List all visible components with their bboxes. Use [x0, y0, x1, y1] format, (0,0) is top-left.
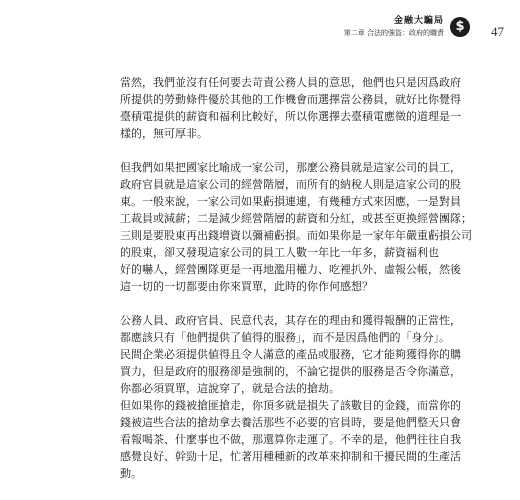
text-line: 但我們如果把國家比喻成一家公司，那麼公務員就是這家公司的員工，	[120, 161, 461, 174]
text-line: 好的嚇人，經營團隊更是一再地濫用權力、吃裡扒外、虛報公帳，然後	[120, 263, 461, 276]
dollar-logo-icon: $	[450, 17, 470, 37]
text-line: 錢被這些合法的搶劫拿去養活那些不必要的官員時，要是他們整天只會	[120, 416, 461, 429]
text-line: 這一切的一切都要由你來買單，此時的你作何感想？	[120, 280, 373, 293]
text-line: 樣的，無可厚非。	[120, 127, 208, 140]
text-line: 臺積電提供的薪資和福利比較好，所以你選擇去臺積電應徵的道理是一	[120, 110, 461, 123]
text-line: 感覺良好、幹勁十足，忙著用種種新的改革來抑制和干擾民間的生產活	[120, 450, 461, 463]
chapter-title: 第二章 合法的強盜：政府的職責	[343, 29, 444, 37]
text-line: 買力，但是政府的服務卻是強制的，不論它提供的服務是否令你滿意，	[120, 365, 461, 378]
text-line: 政府官員就是這家公司的經營階層，而所有的納稅人則是這家公司的股	[120, 178, 461, 191]
paragraph-1	[120, 74, 461, 142]
text-line: 你都必須買單，這說穿了，就是合法的搶劫。	[120, 382, 340, 395]
paragraph-3	[120, 312, 461, 397]
text-line: 民間企業必須提供値得且令人滿意的產品或服務，它才能夠獲得你的購	[120, 348, 461, 361]
text-line: 的股東，卻又發現這家公司的員工人數一年比一年多，薪資福利也	[120, 246, 439, 259]
text-line: 三則是要股東再出錢增資以彌補虧損。而如果你是一家年年嚴重虧損公司	[120, 229, 472, 242]
text-line: 都應該只有「他們提供了値得的服務」，而不是因爲他們的「身分」。	[120, 331, 450, 344]
running-header-text	[344, 16, 444, 38]
body-text	[120, 74, 472, 482]
paragraph-2	[120, 159, 472, 295]
text-line: 所提供的勞動條件優於其他的工作機會而選擇當公務員，就好比你覺得	[120, 93, 461, 106]
paragraph-4	[120, 397, 461, 482]
book-title: 金融大騙局	[393, 16, 444, 26]
page-number: 47	[491, 24, 504, 39]
text-line: 東。一般來說，一家公司如果虧損連連，有幾種方式來因應，一是對員	[120, 195, 461, 208]
text-line: 動。	[120, 467, 142, 480]
text-line: 但如果你的錢被搶匪搶走，你頂多就是損失了該數目的金錢，而當你的	[120, 399, 461, 412]
text-line: 看報喝茶、什麼事也不做，那還算你走運了。不幸的是，他們往往自我	[120, 433, 461, 446]
text-line: 工裁員或減薪；二是減少經營階層的薪資和分紅，或甚至更換經營團隊；	[120, 212, 472, 225]
text-line: 當然，我們並沒有任何要去苛責公務人員的意思，他們也只是因爲政府	[120, 76, 461, 89]
text-line: 公務人員、政府官員、民意代表，其存在的理由和獲得報酬的正當性，	[120, 314, 461, 327]
